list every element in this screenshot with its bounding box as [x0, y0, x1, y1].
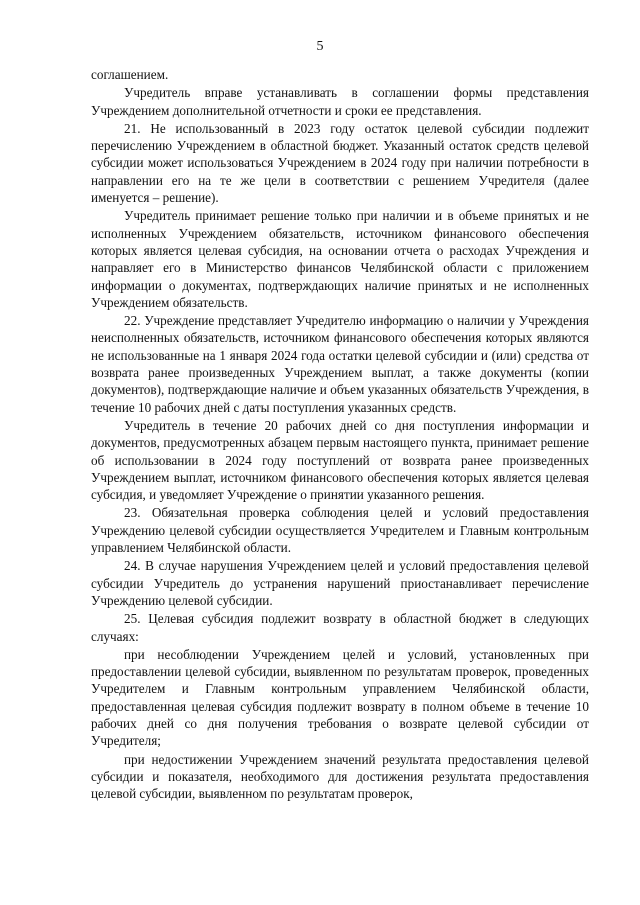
document-body [91, 66, 589, 803]
paragraph-item-22: 22. Учреждение представляет Учредителю информацию о наличии у Учреждения неисполненных обязательств, источником финансового обеспечения которых являются не использованные на 1 января 2024 года остатки целевой субсидии и (или) средства от возврата ранее произведенных Учреждением выплат, а также документы (копии документов), подтверждающие наличие и объем указанных обязательств Учреждения, в течение 10 рабочих дней с даты поступления указанных средств. [91, 313, 589, 415]
paragraph-item-24: 24. В случае нарушения Учреждением целей и условий предоставления целевой субсидии Учредитель до устранения нарушений приостанавливает перечисление Учреждению целевой субсидии. [91, 558, 589, 608]
paragraph-item-23: 23. Обязательная проверка соблюдения целей и условий предоставления Учреждению целевой субсидии осуществляется Учредителем и Главным контрольным управлением Челябинской области. [91, 505, 589, 556]
paragraph: при недостижении Учреждением значений результата предоставления целевой субсидии и показателя, необходимого для достижения результата предоставления целевой субсидии, выявленном по результатам проверок, [91, 751, 589, 802]
paragraph: Учредитель принимает решение только при наличии и в объеме принятых и не исполненных Учреждением обязательств, источником финансового обеспечения которых является целевая субсидия, на основании отчета о расходах Учреждения и направляет его в Министерство финансов Челябинской области с приложением информации о документах, подтверждающих наличие принятых и не исполненных Учреждением обязательств. [91, 208, 589, 310]
paragraph-item-25: 25. Целевая субсидия подлежит возврату в областной бюджет в следующих случаях: [91, 611, 589, 644]
paragraph: при несоблюдении Учреждением целей и условий, установленных при предоставлении целевой субсидии, выявленном по результатам проверок, проведенных Учредителем и Главным контрольным управлением Челябинской области, предоставленная целевая субсидия подлежит возврату в полном объеме в течение 10 рабочих дней со дня получения требования о возврате целевой субсидии от Учредителя; [91, 646, 589, 749]
paragraph-item-21: 21. Не использованный в 2023 году остаток целевой субсидии подлежит перечислению Учреждением в областной бюджет. Указанный остаток средств целевой субсидии может использоваться Учреждением в 2024 году при наличии потребности в направлении его на те же цели в соответствии с решением Учредителя (далее именуется – решение). [91, 120, 589, 206]
paragraph-continuation: соглашением. [91, 67, 169, 82]
paragraph: Учредитель в течение 20 рабочих дней со дня поступления информации и документов, предусмотренных абзацем первым настоящего пункта, принимает решение об использовании в 2024 году поступлений от возврата ранее произведенных Учреждением выплат, источником финансового обеспечения которых является целевая субсидия, и уведомляет Учреждение о принятии указанного решения. [91, 417, 589, 503]
page-number: 5 [316, 39, 324, 54]
paragraph: Учредитель вправе устанавливать в соглашении формы представления Учреждением дополнительной отчетности и сроки ее представления. [91, 85, 589, 118]
